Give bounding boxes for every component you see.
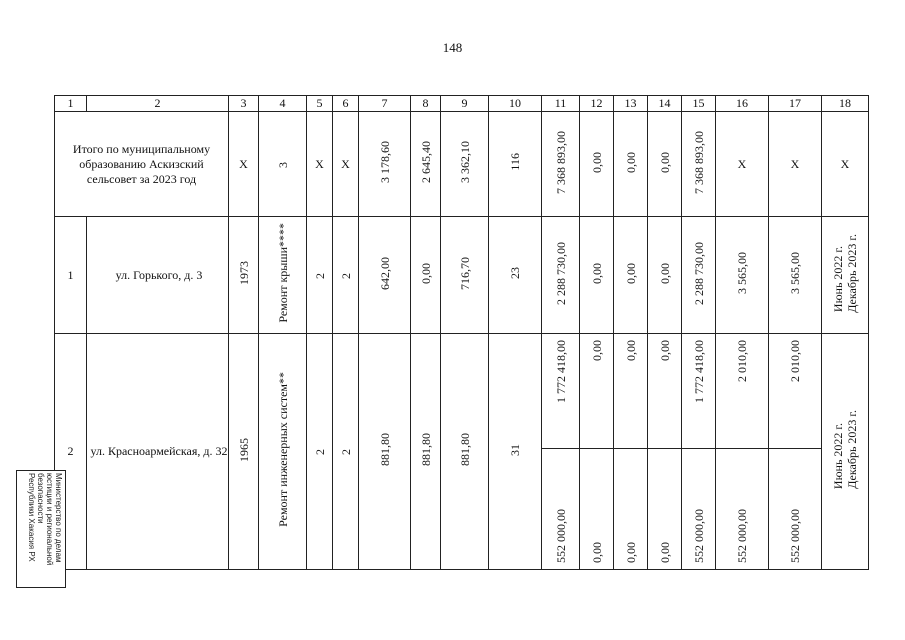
row-value: 0,00: [657, 542, 672, 563]
row-cell: [716, 217, 769, 334]
split-bottom: [716, 449, 768, 569]
row-value: 23: [508, 267, 522, 279]
total-cell: [359, 112, 411, 217]
row-value: 0,00: [589, 542, 604, 563]
total-value: 116: [508, 153, 522, 171]
row-cell: [307, 334, 333, 570]
split-bottom: [682, 449, 715, 569]
total-value: 3 362,10: [457, 141, 472, 183]
row-value: 2: [338, 272, 353, 279]
row-value: 1 772 418,00: [691, 340, 706, 403]
row-value: 0,00: [657, 340, 672, 361]
total-cell: [489, 112, 542, 217]
header-cell: 1: [55, 96, 87, 112]
split-cell: [769, 334, 822, 570]
total-cell: Х: [333, 112, 359, 217]
row-cell: [411, 217, 441, 334]
total-value: 3: [275, 161, 290, 168]
stamp-text: [19, 473, 63, 585]
row-cell: [648, 217, 682, 334]
total-cell: Х: [716, 112, 769, 217]
row-value: 2 288 730,00: [691, 241, 706, 305]
total-label: Итого по муниципальному образованию Аскизский сельсовет за 2023 год: [72, 141, 211, 186]
row-value: 881,80: [377, 433, 392, 466]
row-cell: [259, 334, 307, 570]
stamp-line: Министерство по делам: [54, 473, 63, 563]
row-cell: [489, 217, 542, 334]
row-cell: [333, 217, 359, 334]
split-top: [682, 334, 715, 449]
total-value: 3 178,60: [377, 141, 392, 183]
row-value: 0,00: [623, 340, 638, 361]
header-cell: 17: [769, 96, 822, 112]
split-top: [648, 334, 681, 449]
table-row: [55, 334, 869, 570]
split-top: [716, 334, 768, 449]
repair-schedule-table: [54, 95, 869, 570]
total-label-cell: [55, 112, 229, 217]
row-value: 716,70: [457, 256, 472, 290]
row-value: 3 565,00: [788, 252, 802, 294]
header-cell: 7: [359, 96, 411, 112]
total-value: 7 368 893,00: [691, 130, 706, 194]
header-cell: 4: [259, 96, 307, 112]
header-cell: 5: [307, 96, 333, 112]
split-cell: [682, 334, 716, 570]
row-cell: [359, 334, 411, 570]
header-cell: 14: [648, 96, 682, 112]
row-cell: [580, 217, 614, 334]
row-cell: [259, 217, 307, 334]
header-cell: 10: [489, 96, 542, 112]
row-value: 2: [338, 449, 353, 455]
row-value: 552 000,00: [553, 509, 568, 563]
header-cell: 8: [411, 96, 441, 112]
page-number: 148: [442, 40, 463, 55]
split-bottom: [614, 449, 647, 569]
split-cell: [716, 334, 769, 570]
row-value: 642,00: [377, 256, 392, 290]
total-row: [55, 112, 869, 217]
split-bottom: [648, 449, 681, 569]
total-cell: Х: [769, 112, 822, 217]
row-cell: [769, 217, 822, 334]
row-value: 0,00: [418, 262, 433, 284]
row-work: Ремонт крыши****: [275, 223, 290, 323]
row-cell: [359, 217, 411, 334]
header-cell: 9: [441, 96, 489, 112]
total-cell: [614, 112, 648, 217]
total-cell: Х: [307, 112, 333, 217]
row-cell: [441, 217, 489, 334]
row-value: 31: [508, 443, 522, 456]
row-period-start: Июнь 2022 г.: [831, 422, 845, 489]
split-top: [542, 334, 579, 449]
stamp-line: юстиции и региональной: [45, 473, 54, 566]
header-cell: 18: [822, 96, 869, 112]
row-value: 0,00: [623, 542, 638, 563]
split-cell: [580, 334, 614, 570]
registration-stamp: [16, 470, 66, 588]
header-cell: 3: [229, 96, 259, 112]
split-cell: [614, 334, 648, 570]
total-cell: [682, 112, 716, 217]
row-cell: [229, 217, 259, 334]
row-value: 0,00: [589, 262, 604, 284]
total-value: 0,00: [623, 151, 638, 173]
row-cell: [489, 334, 542, 570]
total-cell: [259, 112, 307, 217]
row-number: 2: [55, 334, 87, 570]
row-value: 2 010,00: [788, 340, 802, 382]
row-cell: [822, 217, 869, 334]
row-cell: [614, 217, 648, 334]
split-cell: [648, 334, 682, 570]
row-number: 1: [55, 217, 87, 334]
header-cell: 15: [682, 96, 716, 112]
split-cell: [542, 334, 580, 570]
total-cell: [411, 112, 441, 217]
row-year: 1965: [236, 437, 251, 462]
row-value: 2 288 730,00: [553, 241, 568, 305]
row-period-start: Июнь 2022 г.: [831, 246, 845, 313]
total-cell: [648, 112, 682, 217]
row-value: 552 000,00: [735, 509, 749, 563]
header-cell: 13: [614, 96, 648, 112]
header-cell: 11: [542, 96, 580, 112]
table-row: [55, 217, 869, 334]
row-address: ул. Красноармейская, д. 32: [87, 334, 229, 570]
row-cell: [542, 217, 580, 334]
split-top: [769, 334, 821, 449]
row-value: 1 772 418,00: [553, 340, 568, 403]
row-work: Ремонт инженерных систем**: [275, 372, 290, 527]
row-cell: [307, 217, 333, 334]
total-value: 0,00: [589, 151, 604, 173]
header-cell: 16: [716, 96, 769, 112]
row-value: 2: [312, 449, 327, 455]
header-row: [55, 96, 869, 112]
split-bottom: [580, 449, 613, 569]
split-bottom: [542, 449, 579, 569]
header-cell: 2: [87, 96, 229, 112]
total-value: 7 368 893,00: [553, 130, 568, 194]
row-year: 1973: [236, 261, 251, 285]
split-bottom: [769, 449, 821, 569]
row-cell: [682, 217, 716, 334]
row-value: 881,80: [418, 433, 433, 466]
total-cell: [542, 112, 580, 217]
row-cell: [411, 334, 441, 570]
row-period-end: Декабрь 2023 г.: [845, 410, 859, 489]
row-value: 552 000,00: [788, 509, 802, 563]
row-value: 0,00: [657, 262, 672, 284]
stamp-line: безопасности: [36, 473, 45, 524]
row-value: 2: [312, 272, 327, 279]
row-period-end: Декабрь 2023 г.: [845, 233, 859, 313]
row-value: 0,00: [623, 262, 638, 284]
row-value: 3 565,00: [735, 252, 749, 294]
row-cell: [333, 334, 359, 570]
total-value: 0,00: [657, 151, 672, 173]
row-cell: [822, 334, 869, 570]
row-value: 552 000,00: [691, 509, 706, 563]
total-cell: [441, 112, 489, 217]
row-cell: [441, 334, 489, 570]
header-cell: 12: [580, 96, 614, 112]
header-cell: 6: [333, 96, 359, 112]
split-top: [580, 334, 613, 449]
row-address: ул. Горького, д. 3: [87, 217, 229, 334]
row-value: 2 010,00: [735, 340, 749, 382]
split-top: [614, 334, 647, 449]
row-cell: [229, 334, 259, 570]
total-cell: [580, 112, 614, 217]
row-value: 0,00: [589, 340, 604, 361]
total-value: 2 645,40: [418, 141, 433, 183]
total-cell: Х: [822, 112, 869, 217]
stamp-line: Республики Хакасия РХ: [27, 473, 36, 562]
row-value: 881,80: [457, 433, 472, 466]
total-cell: Х: [229, 112, 259, 217]
